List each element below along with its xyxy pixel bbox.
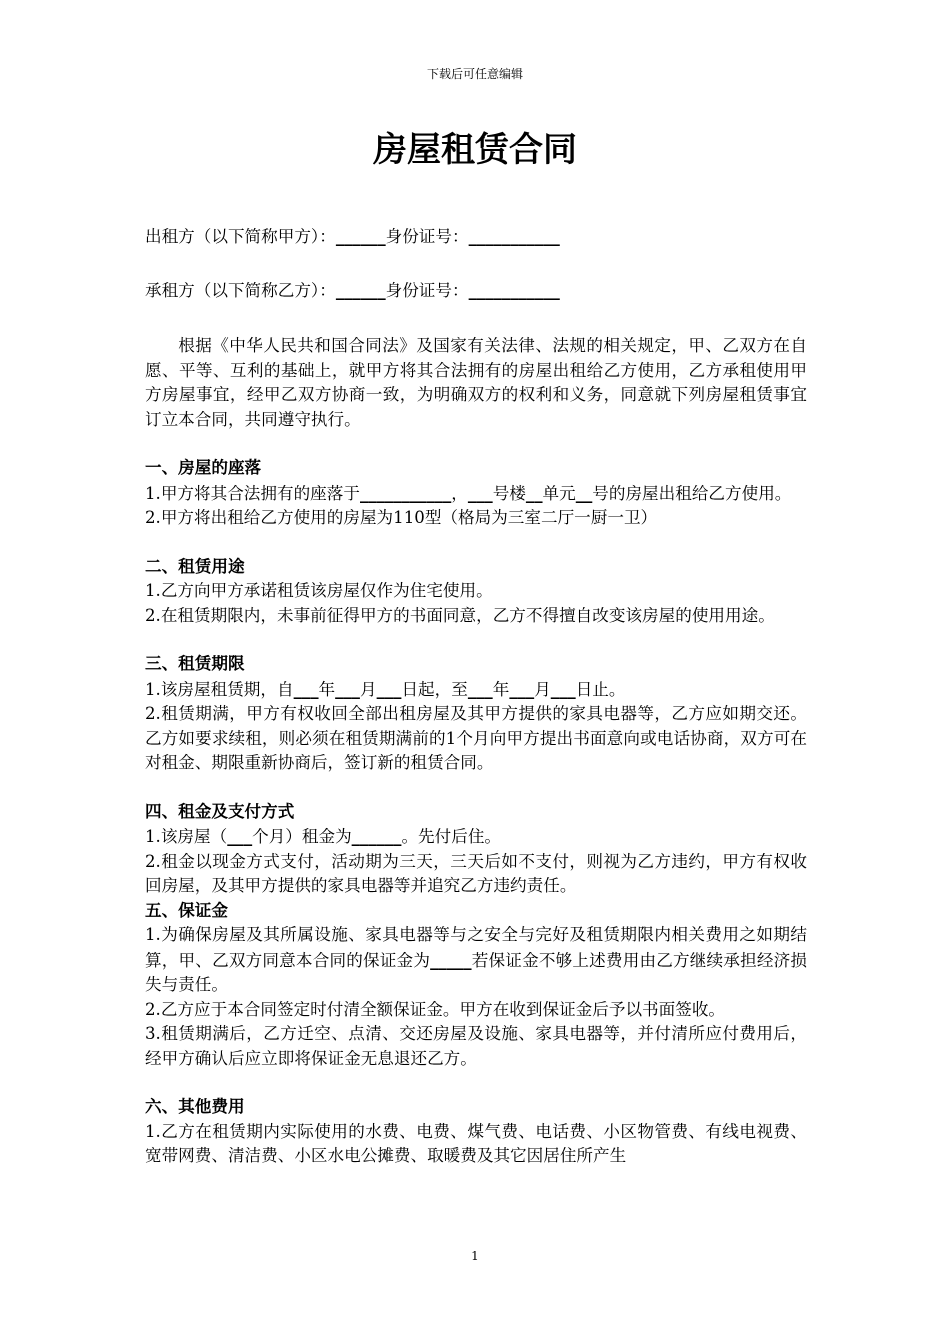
section-other-fees [145,1095,807,1169]
clause-text: 单元 [542,483,576,503]
clause-text: 若保证金不够上述费用由乙方继续承担经济损失与责任。 [145,950,808,994]
page-number: 1 [471,1249,479,1263]
months-blank: ___ [227,826,253,846]
end-year-blank: ___ [467,678,493,699]
clause-text: 1.甲方将其合法拥有的座落于 [145,483,360,503]
end-month-blank: ___ [509,678,535,699]
start-day-blank: ___ [376,678,402,699]
clause-5-1 [145,923,807,998]
lessee-id-blank: ___________ [468,279,560,300]
rent-amount-blank: ______ [351,826,402,846]
section-heading: 三、租赁期限 [145,654,245,673]
clause-text: 日止。 [575,679,626,699]
section-purpose [145,555,807,629]
building-blank: ___ [467,482,493,503]
address-blank: ___________ [359,482,452,503]
lessor-label: 出租方（以下简称甲方）： [145,227,336,246]
section-heading: 四、租金及支付方式 [145,801,295,821]
clause-text: 。先付后住。 [401,827,502,846]
clause-text: 年 [318,679,336,699]
section-term [145,652,807,776]
clause-text: 年 [492,679,510,699]
room-blank: __ [575,482,593,503]
intro-paragraph: 根据《中华人民共和国合同法》及国家有关法律、法规的相关规定，甲、乙双方在自愿、平等、互利的基础上，就甲方将其合法拥有的房屋出租给乙方使用，乙方承租使用甲方房屋事宜，经甲乙双方协商一致，为明确双方的权利和义务，同意就下列房屋租赁事宜订立本合同，共同遵守执行。 [145,336,807,429]
clause-3-2: 2.租赁期满，甲方有权收回全部出租房屋及其甲方提供的家具电器等，乙方应如期交还。乙方如要求续租，则必须在租赁期满前的1个月向甲方提出书面意向或电话协商，双方可在对租金、期限重新协商后，签订新的租赁合同。 [145,704,807,772]
lessee-name-blank: ______ [335,279,386,300]
clause-2-2: 2.在租赁期限内，未事前征得甲方的书面同意，乙方不得擅自改变该房屋的使用用途。 [145,605,775,625]
clause-text: 个月）租金为 [252,827,352,846]
lessor-id-blank: ___________ [468,226,560,246]
section-heading: 五、保证金 [145,900,228,920]
section-location [145,456,807,531]
lessor-name-blank: ______ [335,226,386,246]
clause-4-2: 2.租金以现金方式支付，活动期为三天，三天后如不支付，则视为乙方违约，甲方有权收回房屋，及其甲方提供的家具电器等并追究乙方违约责任。 [145,851,807,895]
lessee-label: 承租方（以下简称乙方）： [145,280,336,300]
start-year-blank: ___ [293,678,319,699]
clause-1-2: 2.甲方将出租给乙方使用的房屋为110型（格局为三室二厅一厨一卫） [145,508,658,527]
section-heading: 一、房屋的座落 [145,458,262,477]
clause-2-1: 1.乙方向甲方承诺租赁该房屋仅作为住宅使用。 [145,581,493,600]
deposit-amount-blank: _____ [430,949,472,970]
lessor-line [145,224,807,250]
clause-text: 号的房屋出租给乙方使用。 [592,483,792,503]
section-rent [145,800,807,899]
section-heading: 二、租赁用途 [145,556,245,576]
document-body [145,224,807,1169]
unit-blank: __ [525,482,543,503]
clause-text: 1.该房屋租赁期，自 [145,679,294,699]
clause-text: 日起，至 [401,679,468,699]
header-note: 下载后可任意编辑 [426,67,523,81]
lessee-id-label: 身份证号： [385,280,469,300]
clause-text: 1.该房屋（ [145,827,228,846]
clause-1-1 [145,481,807,507]
end-day-blank: ___ [550,678,576,699]
clause-text: 号楼 [492,483,526,503]
clause-5-2: 2.乙方应于本合同签定时付清全额保证金。甲方在收到保证金后予以书面签收。 [145,999,726,1019]
start-month-blank: ___ [335,678,360,699]
section-deposit [145,899,807,1072]
clause-5-3: 3.租赁期满后，乙方迁空、点清、交还房屋及设施、家具电器等，并付清所应付费用后，经甲方确认后应立即将保证金无息退还乙方。 [145,1024,807,1068]
clause-text: 月 [534,679,551,699]
lessor-id-label: 身份证号： [385,227,469,246]
clause-text: 1.为确保房屋及其所属设施、家具电器等与之安全与完好及租赁期限内相关费用之如期结算，甲、乙双方同意本合同的保证金为 [145,925,807,970]
clause-4-1 [145,824,807,850]
clause-text: 月 [359,679,377,699]
clause-3-1 [145,677,807,703]
lessee-line [145,278,807,304]
document-title: 房屋租赁合同 [373,130,577,170]
clause-6-1: 1.乙方在租赁期内实际使用的水费、电费、煤气费、电话费、小区物管费、有线电视费、宽带网费、清洁费、小区水电公摊费、取暖费及其它因居住所产生 [145,1121,807,1165]
section-heading: 六、其他费用 [145,1097,245,1116]
clause-text: ， [451,483,468,503]
